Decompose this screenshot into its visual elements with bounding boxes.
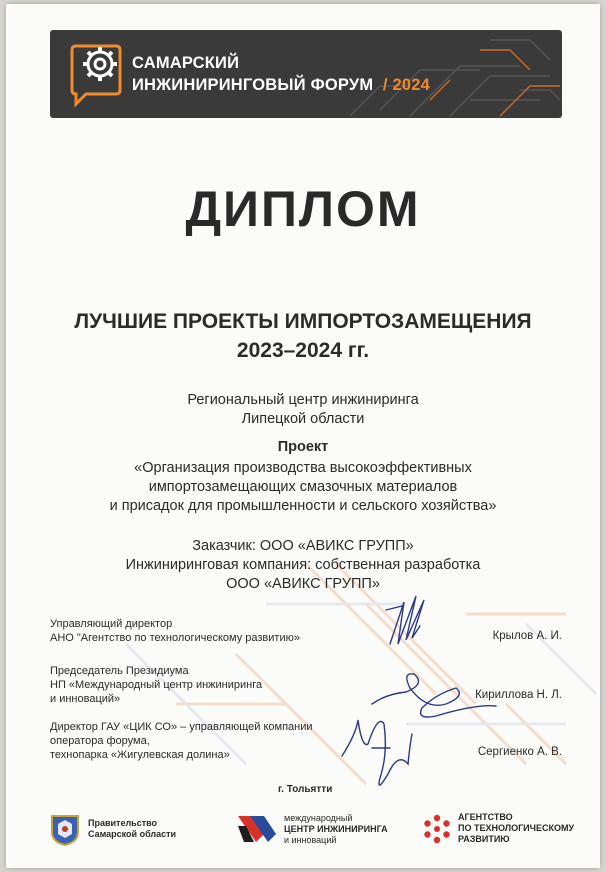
- signatory-1-name: Крылов А. И.: [492, 630, 562, 642]
- signatory-1-org: АНО "Агентство по технологическому развитию»: [50, 632, 300, 644]
- award-category-line1: ЛУЧШИЕ ПРОЕКТЫ ИМПОРТОЗАМЕЩЕНИЯ: [74, 310, 532, 333]
- customer-line2: Инжиниринговая компания: собственная разработка: [125, 557, 481, 573]
- signatory-3-name: Сергиенко А. В.: [477, 746, 562, 758]
- atr-line2: ПО ТЕХНОЛОГИЧЕСКОМУ: [458, 823, 575, 833]
- signatory-3: [50, 720, 313, 762]
- signatory-2-org: НП «Международный центр инжиниринга: [50, 679, 263, 691]
- signatory-3-role: оператора форума,: [50, 735, 150, 747]
- signatory-2-position: Председатель Президиума: [50, 665, 189, 677]
- mcii-line3: и инноваций: [284, 834, 337, 845]
- signature-sergienko: [342, 720, 412, 785]
- footer-logo-mcii: [234, 812, 388, 846]
- awardee-org-line2: Липецкой области: [241, 411, 365, 427]
- mcii-logo-icon: [234, 812, 278, 846]
- signatory-3-org: технопарка «Жигулевская долина»: [50, 749, 230, 761]
- forum-title-line1: САМАРСКИЙ: [132, 54, 240, 72]
- forum-title-line2: ИНЖИНИРИНГОВЫЙ ФОРУМ: [132, 76, 374, 94]
- signature-krylov: [386, 596, 424, 644]
- atr-logo-icon: [422, 814, 452, 844]
- forum-year: / 2024: [382, 76, 430, 94]
- coat-of-arms-icon: [50, 812, 80, 846]
- project-line1: «Организация производства высокоэффективных: [134, 460, 472, 476]
- customer-line3: ООО «АВИКС ГРУПП»: [226, 576, 380, 592]
- signatory-2-org-cont: и инноваций»: [50, 693, 121, 705]
- signatory-2: [50, 664, 262, 706]
- gov-line2: Самарской области: [88, 829, 177, 839]
- city-label: г. Тольятти: [278, 784, 333, 795]
- project-line2: импортозамещающих смазочных материалов: [148, 479, 458, 495]
- project-line3: и присадок для промышленности и сельского хозяйства»: [109, 498, 497, 514]
- signatory-3-position: Директор ГАУ «ЦИК СО» – управляющей компании: [50, 721, 313, 733]
- gov-line1: Правительство: [88, 818, 158, 828]
- diploma-title: ДИПЛОМ: [185, 181, 421, 237]
- atr-line1: АГЕНТСТВО: [458, 812, 513, 822]
- atr-line3: РАЗВИТИЮ: [458, 834, 510, 844]
- award-category-line2: 2023–2024 гг.: [236, 339, 370, 362]
- diploma-sheet: [6, 4, 600, 868]
- signatory-2-name: Кириллова Н. Л.: [475, 689, 562, 701]
- footer-logo-atr: [422, 812, 574, 845]
- mcii-line2: ЦЕНТР ИНЖИНИРИНГА: [284, 823, 388, 834]
- project-label: Проект: [277, 439, 329, 455]
- awardee-org-line1: Региональный центр инжиниринга: [187, 392, 419, 408]
- customer-line1: Заказчик: ООО «АВИКС ГРУПП»: [192, 538, 414, 554]
- footer-logo-government: [50, 812, 176, 846]
- signatory-1: [50, 617, 300, 645]
- mcii-line1: международный: [284, 812, 353, 823]
- signatory-1-position: Управляющий директор: [50, 618, 173, 630]
